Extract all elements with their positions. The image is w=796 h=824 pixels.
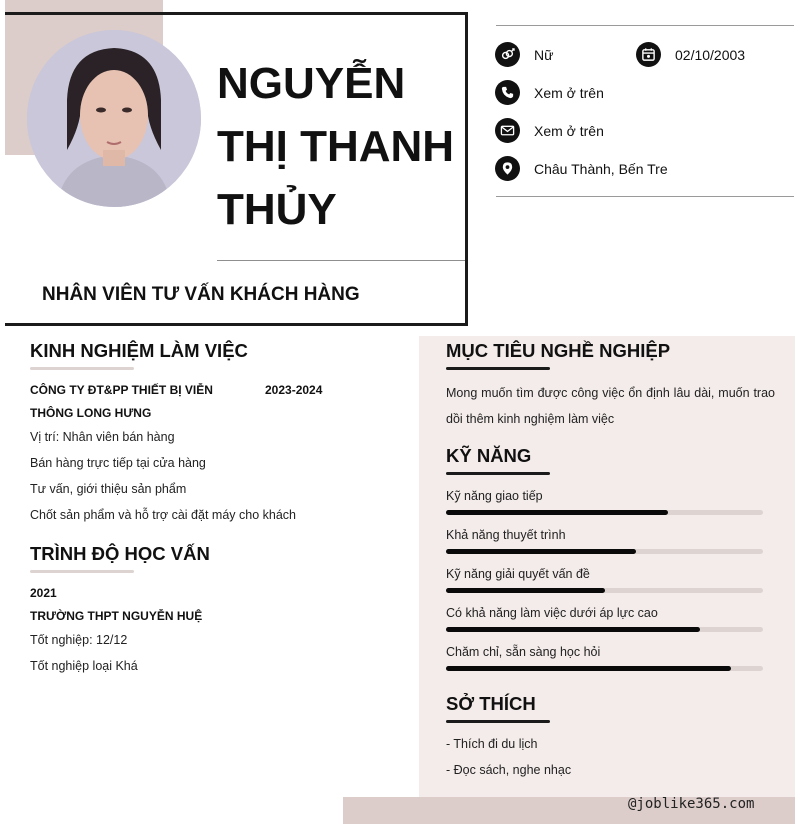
address-value: Châu Thành, Bến Tre (534, 160, 668, 177)
gender-value: Nữ (534, 46, 554, 63)
skill-level-bar (446, 666, 763, 671)
location-icon (495, 156, 520, 181)
skill-label: Khả năng thuyết trình (446, 528, 566, 542)
phone-icon (495, 80, 520, 105)
email-icon (495, 118, 520, 143)
experience-underline (30, 367, 134, 370)
hobbies-heading: SỞ THÍCH (446, 693, 536, 714)
education-year: 2021 (30, 586, 57, 600)
contact-address (495, 156, 668, 181)
skill-level-fill (446, 627, 700, 632)
email-value: Xem ở trên (534, 122, 604, 139)
education-detail: Tốt nghiệp loại Khá (30, 659, 138, 673)
hobbies-underline (446, 720, 550, 723)
experience-detail: Bán hàng trực tiếp tại cửa hàng (30, 456, 206, 470)
education-heading: TRÌNH ĐỘ HỌC VẤN (30, 543, 210, 564)
skill-level-bar (446, 588, 763, 593)
skill-level-fill (446, 666, 731, 671)
name-line-1: NGUYỄN (217, 59, 406, 108)
experience-period: 2023-2024 (265, 383, 323, 397)
education-school: TRƯỜNG THPT NGUYỄN HUỆ (30, 609, 203, 623)
phone-value: Xem ở trên (534, 84, 604, 101)
skill-level-bar (446, 627, 763, 632)
skills-heading: KỸ NĂNG (446, 445, 532, 466)
avatar (27, 30, 201, 207)
contact-bottom-divider (496, 196, 794, 197)
contact-top-divider (496, 25, 794, 26)
skill-level-fill (446, 588, 605, 593)
contact-gender (495, 42, 553, 67)
skill-level-bar (446, 549, 763, 554)
education-detail: Tốt nghiệp: 12/12 (30, 633, 128, 647)
name-line-2: THỊ THANH (217, 122, 455, 171)
name-divider (217, 260, 465, 261)
objective-text: Mong muốn tìm được công việc ổn định lâu dài, muốn trao dồi thêm kinh nghiệm làm việc (446, 386, 775, 426)
experience-company-line-2: THÔNG LONG HƯNG (30, 406, 152, 420)
candidate-name (217, 52, 462, 241)
gender-icon (495, 42, 520, 67)
experience-detail: Vị trí: Nhân viên bán hàng (30, 430, 175, 444)
contact-email (495, 118, 604, 143)
name-line-3: THỦY (217, 185, 337, 234)
contact-birthdate (636, 42, 745, 67)
hobby-item: - Đọc sách, nghe nhạc (446, 763, 572, 777)
birthdate-value: 02/10/2003 (675, 46, 746, 63)
calendar-icon (636, 42, 661, 67)
portrait-photo (27, 30, 201, 207)
experience-company-line-1: CÔNG TY ĐT&PP THIẾT BỊ VIỄN (30, 383, 213, 397)
experience-heading: KINH NGHIỆM LÀM VIỆC (30, 340, 248, 361)
experience-detail: Tư vấn, giới thiệu sản phẩm (30, 482, 187, 496)
objective-underline (446, 367, 550, 370)
skill-label: Có khả năng làm việc dưới áp lực cao (446, 606, 658, 620)
watermark: @joblike365.com (628, 796, 755, 812)
skills-underline (446, 472, 550, 475)
education-underline (30, 570, 134, 573)
skill-label: Kỹ năng giải quyết vấn đề (446, 567, 590, 581)
experience-detail: Chốt sản phẩm và hỗ trợ cài đặt máy cho khách (30, 508, 296, 522)
skill-level-fill (446, 549, 636, 554)
skill-label: Kỹ năng giao tiếp (446, 489, 543, 503)
hobby-item: - Thích đi du lịch (446, 737, 538, 751)
skill-level-fill (446, 510, 668, 515)
contact-phone (495, 80, 604, 105)
objective-heading: MỤC TIÊU NGHỀ NGHIỆP (446, 340, 671, 361)
job-title: NHÂN VIÊN TƯ VẤN KHÁCH HÀNG (42, 284, 360, 305)
skill-level-bar (446, 510, 763, 515)
skill-label: Chăm chỉ, sẵn sàng học hỏi (446, 645, 601, 659)
